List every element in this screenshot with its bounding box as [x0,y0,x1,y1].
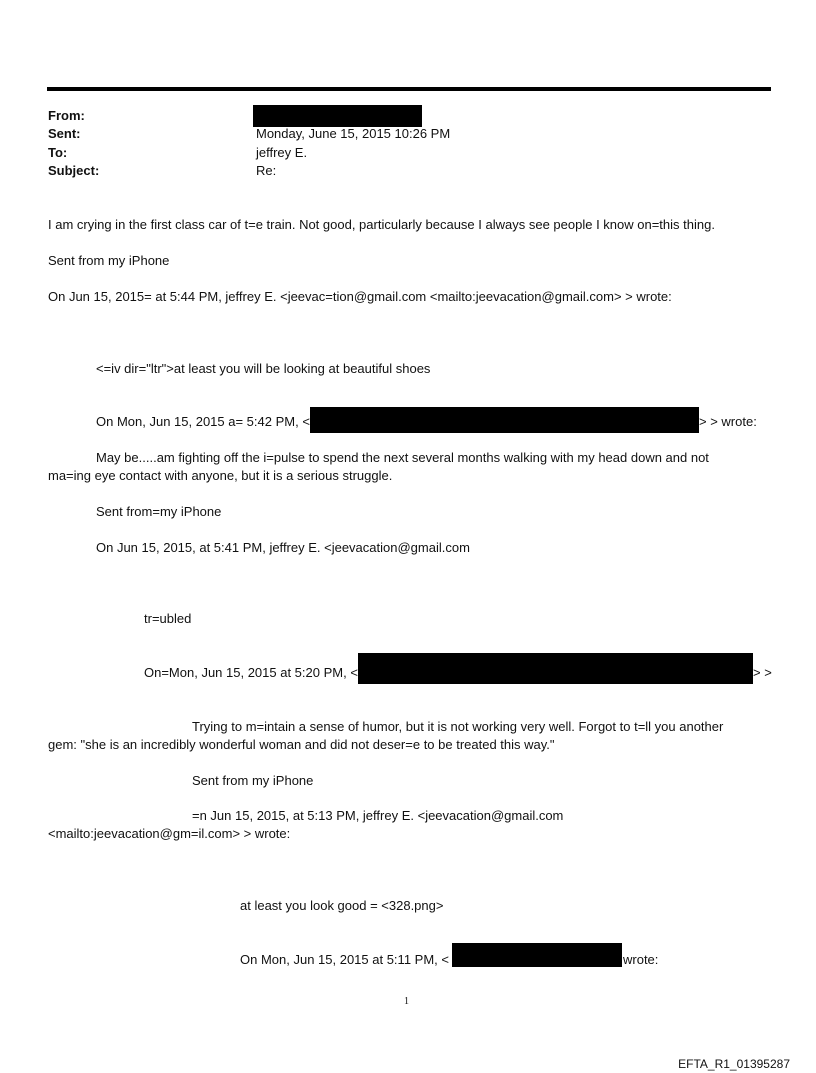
body-line-look-good: at least you look good = <328.png> [240,898,444,913]
quote-header-511-tail: wrote: [623,952,659,967]
quote-header-541: On Jun 15, 2015, at 5:41 PM, jeffrey E. <jeevacation@gmail.com [96,540,470,555]
quote-header-520-tail: > > [753,665,772,680]
redaction-block-542 [310,407,699,433]
body-line-shoes: <=iv dir="ltr">at least you will be looking at beautiful shoes [96,361,431,376]
body-line-sent-from-3: Sent from my iPhone [192,773,314,788]
quote-header-520: On=Mon, Jun 15, 2015 at 5:20 PM, < [144,665,358,680]
body-line-troubled: tr=ubled [144,611,192,626]
redaction-block-511 [452,943,622,967]
quote-header-513: =n Jun 15, 2015, at 5:13 PM, jeffrey E. <jeevacation@gmail.com [192,808,564,823]
subject-label: Subject: [48,163,100,178]
quote-header-513-cont: <mailto:jeevacation@gm=il.com> > wrote: [48,826,291,841]
quote-header-544: On Jun 15, 2015= at 5:44 PM, jeffrey E. <jeevac=tion@gmail.com <mailto:jeevacation@gmail.com> > wrote: [48,289,672,304]
subject-value: Re: [256,163,277,178]
body-line-sent-from-2: Sent from=my iPhone [96,504,222,519]
redaction-block-from [253,105,422,127]
body-line-fighting: May be.....am fighting off the i=pulse to spend the next several months walking with my head down and not [96,450,709,465]
to-label: To: [48,145,68,160]
quote-header-542-tail: > > wrote: [699,414,757,429]
document-id: EFTA_R1_01395287 [678,1057,790,1071]
body-line-sent-from: Sent from my iPhone [48,253,170,268]
page-number: 1 [404,996,409,1007]
header-rule [47,87,771,91]
redaction-block-520 [358,653,753,684]
sent-label: Sent: [48,126,81,141]
body-line-humor-cont: gem: "she is an incredibly wonderful woman and did not deser=e to be treated this way." [48,737,555,752]
from-label: From: [48,108,85,123]
sent-value: Monday, June 15, 2015 10:26 PM [256,126,451,141]
quote-header-542: On Mon, Jun 15, 2015 a= 5:42 PM, < [96,414,310,429]
body-line-humor: Trying to m=intain a sense of humor, but it is not working very well. Forgot to t=ll you another [192,719,724,734]
body-line-fighting-cont: ma=ing eye contact with anyone, but it is a serious struggle. [48,468,393,483]
body-line-crying: I am crying in the first class car of t=e train. Not good, particularly because I always see people I know on=this thing. [48,217,715,232]
to-value: jeffrey E. [256,145,308,160]
quote-header-511: On Mon, Jun 15, 2015 at 5:11 PM, < [240,952,449,967]
